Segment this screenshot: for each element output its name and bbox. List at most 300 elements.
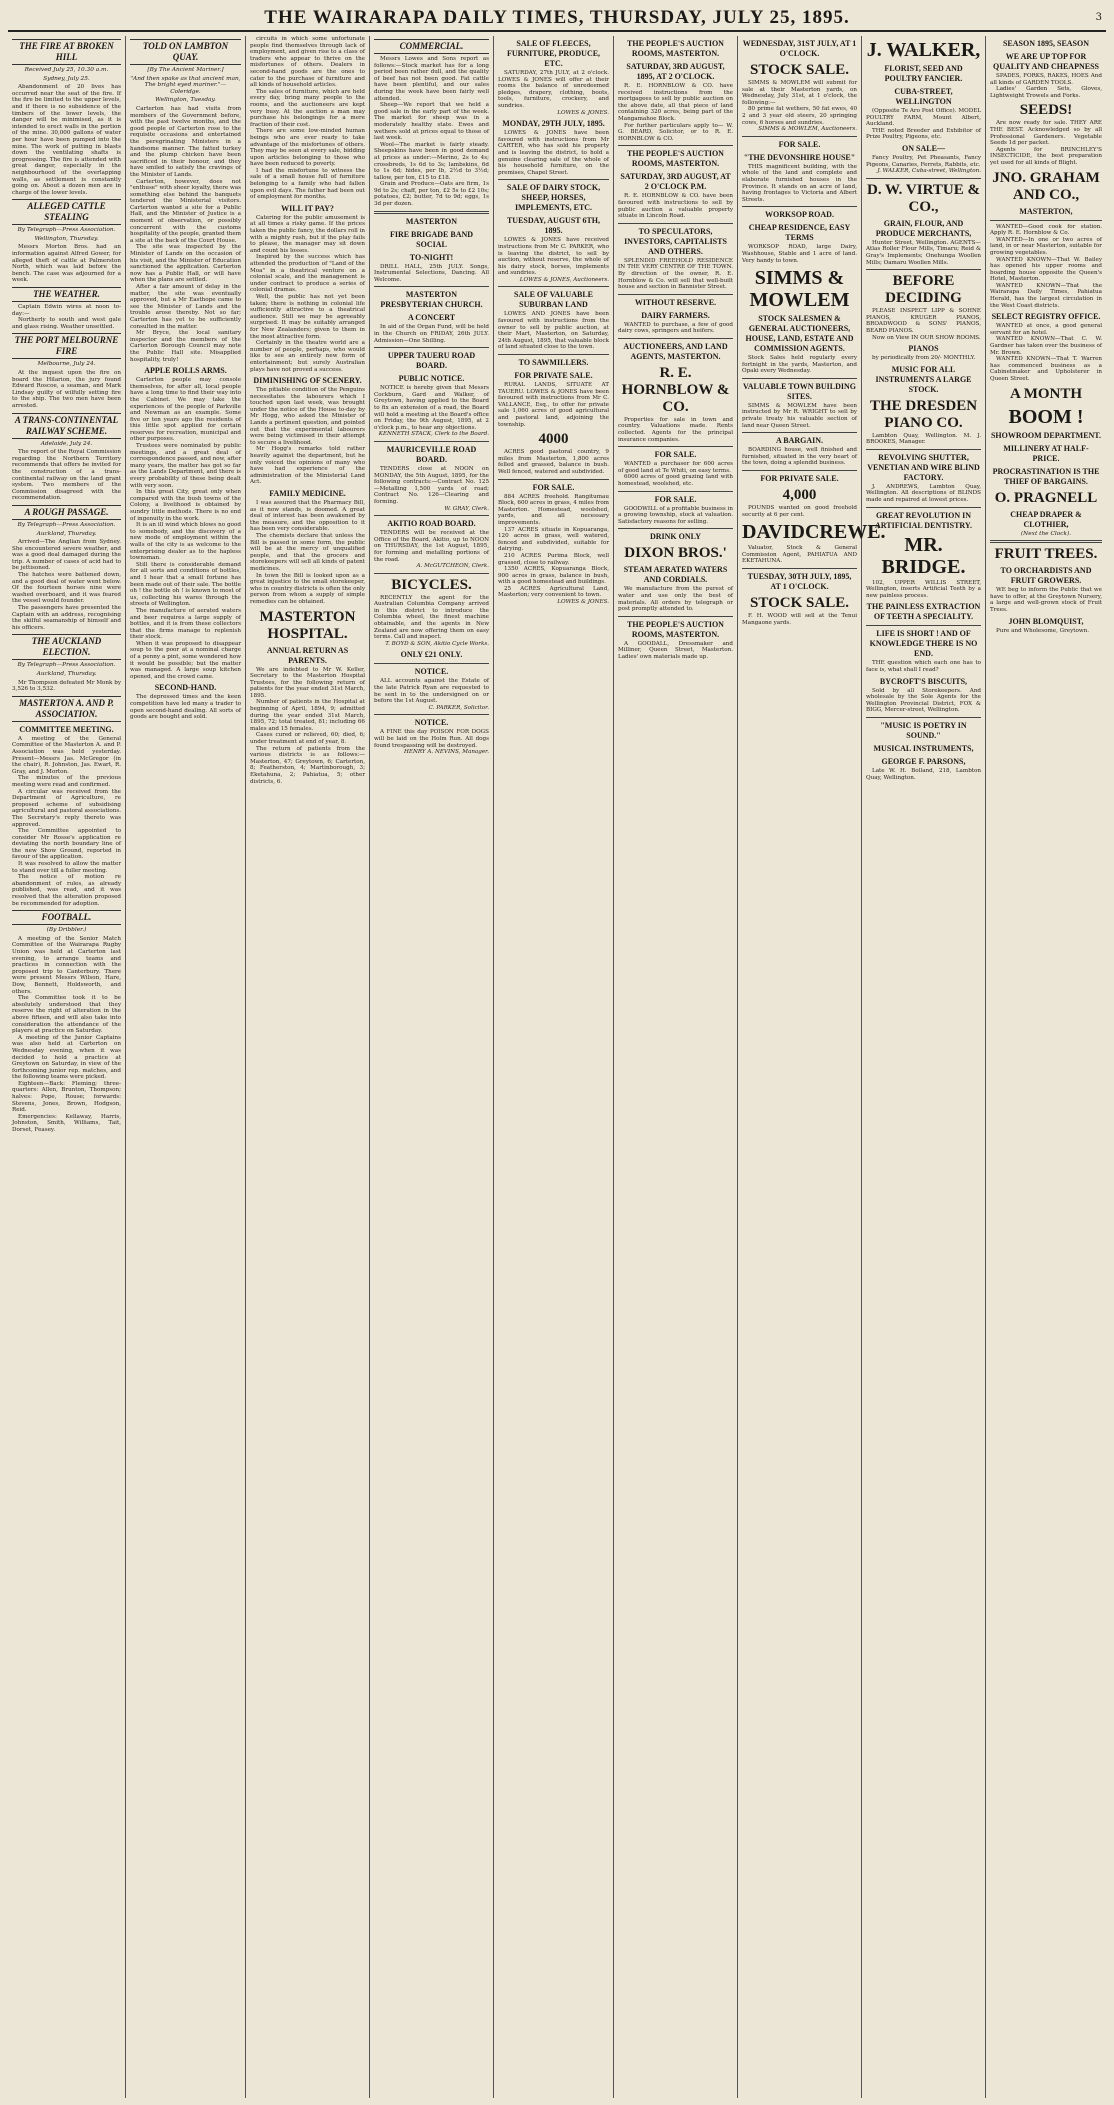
column-rule [618,145,733,146]
paragraph: 25 ACRES Agricultural Land, Masterton; very convenient to town. [498,585,609,599]
display-heading: O. PRAGNELL [994,489,1098,506]
paragraph: A GOODALL, Dressmaker and Milliner, Queen Street, Masterton. Ladies' own materials made up. [618,640,733,660]
section-heading: FAMILY MEDICINE. [269,489,346,498]
signature: HENRY A. NEVINS, Manager. [403,749,489,756]
column-4 [370,36,494,2098]
section-heading: SATURDAY, 3RD AUGUST, AT 2 O'CLOCK P.M. [620,172,731,192]
signature: C. PARKER, Solicitor. [428,704,489,711]
column-rule [618,616,733,617]
paragraph: Carterton, however, does not "enthuse" with sheer loyalty, there was something else behind the banquets tendered the Ministerial visitors. Carterton wanted a site for a Public Hall, and the Minister of Justice is a moment of observation, or possibly concurrent with the customs hospitality of the people, granted them a site at the back of the Court House. [130,178,241,244]
section-heading: SALE OF FLEECES, FURNITURE, PRODUCE, ETC. [506,39,601,68]
paragraph: The pitiable condition of the Penguins necessitates the labourers which I touched upon last week, was brought under the notice of the House to-day by Mr Hogg, who asked the Minister of Lands a pertinent question, and pointed out that the experimental labourers were being victimised in their attempt to secure a livelihood. [250,387,365,446]
paragraph: Now on View IN OUR SHOW ROOMS. [872,334,981,341]
section-heading: DAIRY FARMERS. [641,310,710,320]
column-rule [618,338,733,339]
paragraph: TENDERS will be received at the Office of the Board, Akitio, up to NOON on THURSDAY, the 1st August, 1895, for forming and metalling portions of the road. [374,530,489,563]
paragraph: The depressed times and the keen competition have led many a trader to open second-hand dealing. All sorts of goods are bought and sold. [130,694,241,721]
paragraph: SPLENDID FREEHOLD RESIDENCE IN THE VERY CENTRE OF THE TOWN. By direction of the owner, R. E. Hornblow & Co. will sell that well-built house and section in Bannister Street. [618,257,733,291]
column-rule [742,568,857,569]
dateline: (Next the Clock). [1020,530,1072,537]
section-heading: WILL IT PAY? [281,203,334,213]
dateline: Sydney, July 25. [43,75,90,82]
paragraph: THE noted Breeder and Exhibitor of Prize Poultry, Pigeons, etc. [866,127,981,141]
column-rule [374,515,489,516]
dateline: Wellington, Tuesday. [155,97,216,104]
paragraph: RURAL LANDS, SITUATE AT TAUERU. LOWES & JONES have been favoured with instructions from Mr C. VALLANCE, Esq., to offer for private sale 1,060 acres of good agricultural and pastoral land, adjoining the township. [498,382,609,428]
section-heading: SEASON 1895, SEASON [1002,39,1090,48]
paragraph: Sheep—We report that we held a good sale in the early part of the week. The market for sheep was in a moderately healthy state. Ewes and wethers sold at prices equal to those of last week. [374,102,489,142]
column-rule [374,347,489,348]
paragraph: There are some low-minded human beings who are ever ready to take advantage of the misfortunes of others. They may be seen at every sale, bidding upon articles belonging to those who have been reduced to poverty. [250,128,365,168]
paragraph: 137 ACRES situate in Kopuaranga, 120 acres in grass, well watered, fenced and subdivided, suitable for dairying. [498,526,609,553]
paragraph: 210 ACRES Purima Block, well grassed, close to railway. [498,552,609,566]
paragraph: Well, the public has not yet been taken; there is nothing in colonial life sufficiently attractive to a theatrical audience. Still we may be agreeably surprised. It may be suitably arranged for New Zealanders; given to them in the most attractive form. [250,293,365,340]
section-heading: WEDNESDAY, 31ST JULY, AT 1 O'CLOCK. [742,39,857,58]
column-rule [498,354,609,355]
paragraph: by periodically from 20/- MONTHLY. [872,355,976,362]
signature: T. BOYD & SON, Akitio Cycle Works. [385,640,489,647]
paragraph: A meeting of the Junior Captains was also held at Carterton on Wednesday evening, when it was decided to hold a practice at Greytown on Saturday, in view of the forthcoming junior rep. matches, and the following teams were picked. [12,1034,121,1081]
paragraph: WORKSOP ROAD, large Dairy, Washhouse, Stable and 1 acre of land. Very handy to town. [742,244,857,264]
paragraph: LOWES & JONES have received instructions from Mr C. PARKER, who is leaving the district, to sell by auction, without reserve, the whole of his dairy stock, horses, implements and sundries. [498,237,609,277]
article-headline: A TRANS-CONTINENTAL RAILWAY SCHEME. [12,413,121,439]
section-heading: REVOLVING SHUTTER, VENETIAN AND WIRE BLIND FACTORY. [867,452,980,482]
paragraph: circuits in which some unfortunate people find themselves through lack of employment, and given rise to a class of traders who appear to thrive on the misfortunes of others. Dealers in second-hand goods are the ones to cater to the purchase of furniture and all kinds of household articles. [250,36,365,89]
section-heading: BYCROFT'S BISCUITS, [879,676,968,686]
column-rule [866,625,981,626]
section-heading: A CONCERT [407,313,456,323]
display-heading: 4000 [538,431,569,448]
paragraph: Hunter Street, Wellington. AGENTS— Atlas Roller Flour Mills, Timaru; Reid & Gray's Implements; Onehunga Woollen Mills; Oamaru Woollen Mills. [866,239,981,266]
paragraph: WANTED KNOWN—That W. Bailey has opened his upper rooms and boarding house opposite the Queen's Hotel, Masterton. [990,256,1102,283]
section-heading: WORKSOP ROAD. [765,210,834,220]
section-heading: DRINK ONLY [649,532,702,542]
section-heading: PUBLIC NOTICE. [398,374,465,384]
column-3 [246,36,370,2098]
paragraph: Certainly in the theatre world are a number of people, perhaps, who would like to see an entirely new form of entertainment; but surely Australian plays have not proved a success. [250,340,365,373]
column-rule [374,714,489,715]
section-heading: FOR PRIVATE SALE. [514,371,593,381]
column-rule [990,220,1102,221]
paragraph: THE question which each one has to face is, what shall I read? [866,660,981,674]
section-heading: VALUABLE TOWN BUILDING SITES. [743,381,856,401]
paragraph: GOODWILL of a profitable business in a growing township, stock at valuation. Satisfactory reasons for selling. [618,505,733,525]
paragraph: I had the misfortune to witness the sale of a small house full of furniture belonging to a family who had fallen upon evil days. The father had been out of employment for months. [250,167,365,201]
column-rule [866,717,981,718]
display-heading: SEEDS! [1019,102,1073,119]
paragraph: F. H. WOOD will sell at the Tenui Mangaone yards. [742,613,857,626]
paragraph: Valuator, Stock & General Commission Agent, PAHIATUA AND EKETAHUNA. [742,545,857,565]
paragraph: WANTED KNOWN—That T. Warren has commenced business as a Cabinetmaker and Upholsterer in Queen Street. [990,356,1102,382]
paragraph: LOWES & JONES have been favoured with instructions from Mr CARTER, who has sold his property and is leaving the district, to hold a genuine clearing sale of the whole of his household furniture, on the premises, Chapel Street. [498,130,609,176]
column-rule [374,211,489,214]
section-heading: ONLY £21 ONLY. [400,650,463,660]
paragraph: THIS magnificent building, with the whole of the land and complete and elaborate furnished houses in the Province. It stands on an acre of land, having frontages to Victoria and Albert Streets. [742,163,857,203]
section-heading: TO-NIGHT! [409,252,454,262]
article-headline: FOOTBALL. [12,910,121,925]
signature: LOWES & JONES. [557,109,609,116]
paragraph: Eighteen—Back: Fleming; three-quarters: Allen, Brunton, Thompson; halves: Pope, Rouse; forwards: Stevens, Jones, Brown, Hodgson, Reid. [12,1080,121,1114]
column-rule [498,286,609,287]
paragraph: RECENTLY the agent for the Australian Columbia Company arrived in this district to introduce the Columbia wheel, the finest machine obtainable, and the agents in New Zealand are now offering them on easy terms. Call and inspect. [374,594,489,641]
paragraph: Carterton people may console themselves, for after all, local people have a long time to find their way into the Cabinet. We may take the experiences of the people of Parkville and Newman as an example. Some five or ten years ago the residents of this little spot applied for certain reserves for recreation, municipal and other purposes. [130,377,241,443]
paragraph: We manufacture from the purest of water and use only the best of materials. All orders by telegraph or post promptly attended to. [618,586,733,613]
paragraph: Catering for the public amusement is at all times a risky game. If the prices taken the public fancy, the dollars roll in with a mighty rush, but if the play fails to please, the manager may sit down and count his losses. [250,214,365,254]
paragraph: It is an ill wind which blows no good to somebody, and the discovery of a new mode of employment within the walls of the city is as welcome to the enterprising dealer as to the hapless townsman. [130,522,241,562]
masthead [8,6,1106,32]
column-2 [126,36,246,2098]
paragraph: For further particulars apply to— W. G. BEARD, Solicitor, or to R. E. HORNBLOW & CO. [618,122,733,142]
paragraph: Late W. H. Bolland, 218, Lambton Quay, Wellington. [866,768,981,781]
paragraph: 6000 acres of good grazing land with homestead, woolshed, etc. [618,474,733,488]
paragraph: The Committee took it to be absolutely understood that they reserve the right of alteration in the above fifteen, and will also take into consideration the attendance of the players at practice on Saturday. [12,995,121,1035]
section-heading: FOR SALE. [778,139,821,149]
paragraph: Fancy Poultry, Pet Pheasants, Fancy Pigeons, Canaries, Ferrets, Rabbits, etc. [866,154,981,168]
column-rule [618,528,733,529]
section-heading: CHEAP RESIDENCE, EASY TERMS [748,223,851,243]
section-heading: MASTERTON, [1019,206,1073,216]
paragraph: The notice of motion re abandonment of rules, as already published, was read, and it was resolved that the alteration proposed be recommended for adoption. [12,874,121,907]
paragraph: POUNDS wanted on good freehold security at 6 per cent. [742,505,857,518]
section-heading: NOTICE. [414,718,449,728]
section-heading: GREAT REVOLUTION IN ARTIFICIAL DENTISTRY. [875,510,972,530]
paragraph: Abandonment of 20 lives has occurred near the seat of the fire. If the fire be limited to the upper levels, and if there is no subsidence of the timbers of the lower levels, the danger will be minimised, as it is intended to erect walls in the portion of the mine. 30,000 gallons of water per hour have been pumped into the mine. The work of putting in blasts down the ventilating shafts is progressing. The fire is attended with great danger, especially in the neighbourhood of the overlapping walls, as settlement is constantly going on. About a dozen men are in charge of the lower levels. [12,84,121,196]
paragraph: WANTED—Good cook for station. Apply R. E. Hornblow & Co. [990,223,1102,237]
paragraph: J. ANDREWS, Lambton Quay, Wellington. All descriptions of BLINDS made and repaired at lowest prices. [866,483,981,504]
article-headline: ALLEGED CATTLE STEALING [12,199,121,225]
paragraph: 102, UPPER WILLIS STREET, Wellington, inserts Artificial Teeth by a new painless process. [866,579,981,599]
paragraph: LOWES AND JONES have been favoured with instructions from the owner to sell by public auction, at their Mart, Masterton, on Saturday, 24th August, 1895, that valuable block of land situated close to the town. [498,311,609,351]
paragraph: SIMMS & MOWLEM will submit for sale at their Masterton yards, on Wednesday, July 31st, at 1 o'clock, the following:— [742,80,857,106]
section-heading: "THE DEVONSHIRE HOUSE" [743,152,856,162]
section-heading: MUSIC FOR ALL INSTRUMENTS A LARGE STOCK. [875,364,972,394]
paragraph: I was assured that the Pharmacy Bill, as it now stands, is doomed. A great deal of interest has been awakened by the measure, and the opposition to it has been very considerable. [250,500,365,533]
dateline: Auckland, Thursday. [36,671,97,677]
paragraph: Ladies' Garden Sets, Gloves, Lightweight Trowels and Forks. [990,86,1102,99]
section-heading: STOCK SALESMEN & GENERAL AUCTIONEERS, HOUSE, LAND, ESTATE AND COMMISSION AGENTS. [745,314,854,354]
section-heading: WITHOUT RESERVE. [634,297,717,307]
column-1 [8,36,126,2098]
paragraph: A FINE this day POISON FOR DOGS will be laid on the Holm Run. All dogs found trespassing will be destroyed. [374,729,489,749]
article-headline: A ROUGH PASSAGE. [12,505,121,520]
column-rule [618,491,733,492]
section-heading: CUBA-STREET, WELLINGTON [894,87,953,106]
advertiser-name: MR. BRIDGE. [881,533,966,578]
advertiser-name: DAVIDCREWE. [742,521,886,544]
display-heading: JNO. GRAHAM AND CO., [992,169,1100,203]
paragraph: TENDERS close at NOON on MONDAY, the 5th August, 1895, for the following contracts:—Contract No. 125—Metalling 1,500 yards of road; Contract No. 126—Clearing and forming. [374,465,489,505]
paragraph: At the inquest upon the fire on board the Hilarion, the jury found Edward Roscoe, a seaman, and Mark Lindsay guilty of wilfully setting fire to the ship. The two men have been arrested. [12,370,121,409]
paragraph: The hatches were battened down, and a good deal of water went below. Of the fourteen horses nine were washed overboard, and it was feared the vessel would founder. [12,572,121,605]
paragraph: WE beg to inform the Public that we have to offer, at the Greytown Nursery, a large and well-grown stock of Fruit Trees. [990,587,1102,613]
section-heading: MILLINERY AT HALF-PRICE. [1003,443,1089,463]
advertiser-name: J. WALKER, [866,39,981,61]
column-rule [618,294,733,295]
section-heading: SALE OF VALUABLE SUBURBAN LAND [514,290,593,310]
display-heading: FRUIT TREES. [994,546,1098,563]
section-heading: MASTERTON [405,216,458,226]
paragraph: WANTED at once, a good general servant for an hotel. [990,323,1102,336]
paragraph: Number of patients in the Hospital at beginning of April, 1894, 9; admitted during the year ended 31st March, 1895, 72; total treated, 81; including 66 males and 15 females. [250,699,365,732]
paragraph: Grain and Produce—Oats are firm, 1s 9d to 2s; chaff, per ton, £2 5s to £2 10s; potatoes, £2; butter, 7d to 9d; eggs, 1s 3d per dozen. [374,181,489,208]
paragraph: Emergencies: Kellaway, Harris, Johnston, Smith, Williams, Tait, Dorset, Feasey. [12,1113,121,1134]
display-heading: DIXON BROS.' [624,545,727,562]
signature: J. WALKER, Cuba-street, Wellington. [877,168,981,175]
paragraph: We are indebted to Mr W. Keller, Secretary to the Masterton Hospital Trustees, for the following return of patients for the year ended 31st March, 1895. [250,666,365,699]
column-rule [866,449,981,450]
paragraph: The chemists declare that unless the Bill is passed in some form, the public will be at the mercy of unqualified people, and that the grocers and storekeepers will sell all kinds of patent medicines. [250,532,365,572]
paragraph: The return of patients from the various districts is as follows:—Masterton, 47; Greytown, 6; Carterton, 8; Featherston, 4; Martinborough, 3; Eketahuna, 2; Pahiatua, 5; other districts, 6. [250,745,365,785]
paragraph: Lambton Quay, Wellington. M. J. BROOKES, Manager. [866,432,981,446]
paragraph: Inspired by the success which has attended the production of "Land of the Moa" in a theatrical venture on a colonial scale, and the management is under contract to produce a series of colonial dramas. [250,254,365,294]
section-heading: SALE OF DAIRY STOCK, SHEEP, HORSES, IMPLEMENTS, ETC. [506,183,601,213]
section-heading: PROCRASTINATION IS THE THIEF OF BARGAINS. [992,466,1100,486]
paragraph: Still there is considerable demand for all sorts and conditions of bottles, and I hear that a small fortune has been made out of their sale. The bottle oh ! the bottle oh ! is known to most of us, collecting his wares through the streets of Wellington. [130,561,241,608]
column-rule [374,286,489,287]
paragraph: NOTICE is hereby given that Messrs Cockburn, Gard and Walker, of Greytown, having applied to the Board to fix an extension of a road, the Board will hold a meeting at the Board's office on Friday, the 9th August, 1895, at 2 o'clock p.m., to hear any objections. [374,385,489,431]
column-rule [618,223,733,224]
section-heading: MONDAY, 29TH JULY, 1895. [502,119,605,129]
section-heading: DIMINISHING OF SCENERY. [253,376,362,386]
section-heading: SATURDAY, 3RD AUGUST, 1895, AT 2 O'CLOCK. [626,62,725,81]
paragraph: Agents for BRINCHLEY'S INSECTICIDE, the best preparation yet used for all kinds of Blight. [990,146,1102,166]
section-heading: AKITIO ROAD BOARD. [387,519,476,529]
column-7 [738,36,886,2098]
display-heading: D. W. VIRTUE & CO., [867,181,980,215]
signature: KENNETH STACK, Clerk to the Board. [378,431,489,438]
section-heading: GRAIN, FLOUR, AND PRODUCE MERCHANTS, [875,218,972,238]
display-heading: BEFORE DECIDING [885,273,962,307]
section-heading: SHOWROOM DEPARTMENT. [990,430,1102,440]
paragraph: Properties for sale in town and country. Valuations made. Rents collected. Agents for the principal insurance companies. [618,416,733,443]
column-rule [742,206,857,207]
paragraph: The passengers have presented the Captain with an address, recognising the skilful seamanship of himself and his officers. [12,605,121,631]
signature: SIMMS & MOWLEM, Auctioneers. [758,126,857,133]
section-heading: MAURICEVILLE ROAD BOARD. [386,444,477,464]
dateline: Wellington, Thursday. [34,235,99,242]
dateline: (By Dribbler.) [46,927,87,934]
signature: LOWES & JONES, Auctioneers. [519,276,609,283]
paragraph: The Committee appointed to consider Mr Rosse's application re deviating the north boundary line of the new Show Ground, reported in favour of the application. [12,828,121,861]
display-heading: THE DRESDEN PIANO CO. [869,397,978,431]
dateline: Adelaide, July 24. [40,440,93,447]
section-heading: ON SALE— [902,143,945,153]
section-heading: STEAM AERATED WATERS AND CORDIALS. [623,565,728,585]
section-heading: TO SPECULATORS, INVESTORS, CAPITALISTS AND OTHERS. [624,226,727,256]
column-rule [374,663,489,664]
section-heading: SELECT REGISTRY OFFICE. [991,312,1101,322]
section-heading: THE PEOPLE'S AUCTION ROOMS, MASTERTON. [627,149,724,169]
paragraph: A circular was received from the Department of Agriculture, re proposed scheme of subsidising agricultural and pastoral associations. The Secretary's reply thereto was approved. [12,788,121,828]
section-heading: FOR SALE. [654,450,697,460]
section-heading: TO ORCHARDISTS AND FRUIT GROWERS. [1000,566,1092,586]
column-rule [990,540,1102,543]
paragraph: Mr Hogg's remarks told rather heavily against the department, but he only voiced the opinions of many who have had experience of the administration of the Ministerial Land Act. [250,446,365,486]
paragraph: Arrived—The Anglian from Sydney. She encountered severe weather, and was a good deal damaged during the trip. A number of cases of acid had to be jettisoned. [12,539,121,572]
article-headline: THE FIRE AT BROKEN HILL [12,39,121,65]
paragraph: The minutes of the previous meeting were read and confirmed. [12,775,121,788]
signature: LOWES & JONES. [557,599,609,606]
dateline: Melbourne, July 24. [37,361,96,368]
section-heading: THE PEOPLE'S AUCTION ROOMS, MASTERTON. [627,619,724,639]
paragraph: The site was inspected by the Minister of Lands on the occasion of his visit, and the Minister of Education sanctioned the application. Carterton now has a Public Hall, or will have when the plans are settled. [130,244,241,284]
section-heading: UPPER TAUERU ROAD BOARD. [387,351,476,371]
page-number: 3 [1095,12,1102,23]
section-heading: FLORIST, SEED AND POULTRY FANCIER. [884,64,963,83]
dateline: Received July 25, 10.30 a.m. [24,67,109,73]
paragraph: 80 prime fat wethers, 50 fat ewes, 40 2 and 3 year old steers, 20 springing cows, 6 horses and sundries. [742,106,857,126]
section-heading: JOHN BLOMQUIST, [1008,616,1084,626]
paragraph: Are now ready for sale. THEY ARE THE BEST. Acknowledged so by all Professional Gardeners. Vegetable Seeds 1d per packet. [990,120,1102,147]
paragraph: WANTED a purchaser for 600 acres of good land at Te Whiti, on easy terms. [618,461,733,474]
section-heading: FIRE BRIGADE BAND SOCIAL [389,229,474,249]
column-9 [986,36,1106,2098]
section-heading: MUSICAL INSTRUMENTS, [873,744,974,753]
section-heading: MASTERTON PRESBYTERIAN CHURCH. [380,290,483,310]
section-heading: "MUSIC IS POETRY IN SOUND." [880,721,967,740]
section-heading: FOR SALE. [532,482,575,492]
column-8 [862,36,986,2098]
paragraph: BOARDING house, well finished and furnished, situated in the very heart of the town, doing a splendid business. [742,447,857,467]
paragraph: R. E. HORNBLOW & CO. have received instructions from the mortgagees to sell by public auction on the above date, all that piece of land containing 320 acres, being part of the Mangamahoe Block. [618,83,733,122]
article-headline: THE WEATHER. [12,287,121,302]
section-heading: GEORGE F. PARSONS, [881,757,966,766]
paragraph: In town the Bill is looked upon as a great injustice to the small storekeeper, who in country districts is often the only person from whom a supply of simple remedies can be obtained. [250,572,365,605]
article-headline: THE AUCKLAND ELECTION. [12,634,121,660]
column-rule [618,446,733,447]
paragraph: (Opposite Te Aro Post Office). MODEL POULTRY FARM, Mount Albert, Auckland. [866,108,981,128]
paragraph: 884 ACRES freehold. Rangitumau Block, 600 acres in grass, 4 miles from Masterton. Homestead, woolshed, yards, and all necessary improvements. [498,493,609,526]
paragraph: Cases cured or relieved, 60; died, 6; under treatment at end of year, 8. [250,732,365,746]
paragraph: Mr Thompson defeated Mr Monk by 3,526 to 3,532. [12,679,121,693]
paragraph: In this great City, great only when compared with the bush towns of the Colony, a livelihood is obtained by sundry little methods. There is no end of ingenuity in the work. [130,489,241,522]
column-rule [866,507,981,508]
column-rule [742,470,857,471]
column-rule [866,178,981,179]
paragraph: The manufacture of aerated waters and beer requires a large supply of bottles, and it is from these collectors that the firms manage to replenish their stock. [130,607,241,641]
paragraph: Stock Sales held regularly every fortnight in the yards, Masterton, and Opaki every Wednesday. [742,355,857,375]
paragraph: SATURDAY, 27th JULY, at 2 o'clock. LOWES & JONES will offer at their rooms the balance of unredeemed pledges, drapery, clothing, boots, tools, furniture, crockery, and sundries. [498,70,609,109]
column-rule [498,179,609,180]
advertiser-name: BOOM ! [1008,405,1084,428]
column-rule [866,269,981,270]
article-headline: THE PORT MELBOURNE FIRE [12,333,121,359]
section-heading: SECOND-HAND. [154,683,217,693]
paragraph: In aid of the Organ Fund, will be held in the Church on FRIDAY, 26th JULY. Admission—One Shilling. [374,324,489,344]
column-rule [498,479,609,480]
dateline: By Telegraph—Press Association. [17,227,116,234]
paragraph: A meeting of the Senior Match Committee of the Wairarapa Rugby Union was held at Carterton last evening, to arrange teams and practices in connection with the proposed trip to Canterbury. There were present Messrs Wilson, Hare, Dow, Bennett, Holdsworth, and others. [12,935,121,995]
paragraph: The report of the Royal Commission regarding the Northern Territory recommends that offers be invited for the construction of a trans-continental railway on the land grant system. Two members of the Commission disagreed with the recommendation. [12,449,121,502]
paragraph: PLEASE INSPECT LIPP & SOHNE PIANOS, KRUGER PIANOS, BROADWOOD & SONS' PIANOS, BEARD PIANOS. [866,308,981,334]
display-heading: A MONTH [1009,385,1083,402]
paragraph: A meeting of the General Committee of the Masterton A. and P. Association was held yesterday. Present—Messrs Jas. McGregor (in the chair), R. Johnston, Jas. Ewart, R. Gray, and J. Morton. [12,735,121,775]
section-heading: APPLE ROLLS ARMS. [144,366,227,376]
dateline: By Telegraph—Press Association. [17,521,116,528]
article-headline: TOLD ON LAMBTON QUAY. [130,39,241,65]
column-rule [742,432,857,433]
paragraph: WANTED to purchase, a few of good dairy cows, springers and heifers. [618,321,733,335]
display-heading: STOCK SALE. [750,595,849,611]
display-heading: MASTERTON HOSPITAL. [259,608,356,642]
advertiser-name: SIMMS & MOWLEM [749,267,850,312]
dateline: By Telegraph—Press Association. [17,662,116,669]
section-heading: WE ARE UP TOP FOR QUALITY AND CHEAPNESS [993,52,1099,71]
column-rule [742,378,857,379]
section-heading: FOR PRIVATE SALE. [760,474,839,484]
signature: A. McGUTCHEON, Clerk. [416,563,489,570]
paragraph: After a fair amount of delay in the matter, the site was eventually approved, but a Mr Easthope came to see the Minister of Lands and the trouble arose thereby. Not so far; Carterton has yet to be sufficiently consulted in the matter. [130,284,241,330]
paragraph: Sold by all Storekeepers. And wholesale by the Sole Agents for the Wellington Provincial District, FOX & BIGG, Mercer-street, Wellington. [866,687,981,714]
paragraph: WANTED—In one or two acres of land, in or near Masterton, suitable for growing vegetables. [990,236,1102,256]
dateline: Auckland, Thursday. [36,530,97,537]
section-heading: PIANOS [908,344,939,354]
section-heading: FOR SALE. [654,494,697,504]
display-heading: BICYCLES. [391,576,472,593]
dateline: "And then spake as that ancient man, The bright eyed mariner."—Coleridge. [130,75,241,95]
paragraph: It was resolved to allow the matter to stand over till a fuller meeting. [12,861,121,874]
paragraph: Captain Edwin wires at noon to-day:— [12,304,121,317]
paragraph: ALL accounts against the Estate of the late Patrick Ryan are requested to be sent in to the undersigned on or before the 1st August. [374,678,489,705]
display-heading: 4,000 [782,487,817,504]
paragraph: ACRES good pastoral country, 9 miles from Masterton, 1,800 acres felled and grassed, balance in bush. Well fenced, watered and subdivided. [498,449,609,475]
paragraph: Wool—The market is fairly steady. Sheepskins have been in good demand at prices as under:—Merino, 2s to 4s; crossbreds, 1s 6d to 3s; lambskins, 6d to 1s 6d; hides, per lb, 2½d to 3½d; tallow, per ton, £15 to £18. [374,141,489,181]
column-6 [614,36,738,2098]
paragraph: WANTED KNOWN—That C. W. Gardner has taken over the business of Mr. Brown. [990,336,1102,356]
section-heading: THE PAINLESS EXTRACTION OF TEETH A SPECIALITY. [866,602,981,622]
paragraph: Pure and Wholesome, Greytown. [996,627,1090,634]
paragraph: Trustees were nominated by public meetings, and a great deal of correspondence passed, and now, after many years, the matter has got so far as the Lands Department, and there is every probability of these being dealt with very soon. [130,443,241,489]
section-heading: ANNUAL RETURN AS PARENTS. [266,645,349,665]
dateline: [By The Ancient Mariner.] [147,67,224,73]
paragraph: SPADES, FORKS, RAKES, HOES And all kinds of GARDEN TOOLS. [990,73,1102,86]
paragraph: Messrs Morton Bros. had an information against Alfred Gower, for alleged theft of cattle at Palmerston North, which was laid before the bench. The case was adjourned for a week. [12,244,121,284]
section-heading: NOTICE. [414,667,449,677]
paragraph: Northerly to south and west gale and glass rising. Weather unsettled. [12,317,121,330]
signature: W. GRAY, Clerk. [444,505,489,512]
paragraph: Mr Bryce, the local sanitary inspector and the members of the Carterton Borough Council may note the Public Hall site. Misapplied hospitality, truly! [130,330,241,363]
section-heading: COMMITTEE MEETING. [19,724,114,734]
section-heading: TUESDAY, AUGUST 6TH, 1895. [506,216,601,236]
section-heading: AUCTIONEERS, AND LAND AGENTS, MASTERTON. [623,341,728,361]
paragraph: 1350 ACRES, Kopuaranga Block, 900 acres in grass, balance in bush, with a good homestead and buildings. [498,566,609,586]
paragraph: WANTED KNOWN—That the Wairarapa Daily Times, Pahiatua Herald, has the largest circulation in the West Coast districts. [990,282,1102,309]
display-heading: R. E. HORNBLOW & CO. [621,364,730,415]
paragraph: SIMMS & MOWLEM have been instructed by Mr R. WRIGHT to sell by private treaty his valuable section of land near Queen Street. [742,402,857,429]
paragraph: Messrs Lowes and Sons report as follows:—Stock market has for a long period been rather dull, and the quality of beef has not been good. Fat cattle have been plentiful, and our sales during the week have been fairly well attended. [374,56,489,102]
display-heading: STOCK SALE. [750,62,849,78]
paragraph: R. E. HORNBLOW & CO. have been favoured with instructions to sell by public auction a valuable property situate in Lincoln Road. [618,193,733,220]
section-heading: THE PEOPLE'S AUCTION ROOMS, MASTERTON. [627,39,724,58]
column-rule [742,136,857,137]
columns-container [8,36,1106,2098]
section-heading: LIFE IS SHORT ! AND OF KNOWLEDGE THERE IS NO END. [869,629,978,659]
paragraph: DRILL HALL, 25th JULY. Songs, Instrumental Selections, Dancing. All Welcome. [374,263,489,283]
paragraph: When it was proposed to disappear soup to the poor at a nominal charge of a penny a pint, some wondered how it would be possible; but the matter was managed. A large soup kitchen opened, and the crowd came. [130,640,241,680]
column-rule [374,441,489,442]
section-heading: CHEAP DRAPER & CLOTHIER, [1010,509,1082,529]
section-heading: TUESDAY, 30TH JULY, 1895, AT 1 O'CLOCK. [747,572,852,591]
column-5 [494,36,614,2098]
article-headline: MASTERTON A. AND P. ASSOCIATION. [12,696,121,722]
paragraph: The sales of furniture, which are held every day, bring many people to the rooms, and the auctioneers are kept very busy. At the auction a man may purchase his belongings for a mere fraction of their cost. [250,88,365,128]
paragraph: Carterton has had visits from members of the Government before, with the past twelve months, and the good people of Carterton rose to the requisite occasions and entertained the peregrinating Ministers in a handsome manner. The fatted turkey and the plump chicken have been sacrificed in their honour, and they have smiled to satisfy the cravings of the Minister of Lands. [130,105,241,178]
section-heading: TO SAWMILLERS. [518,358,589,368]
section-heading: A BARGAIN. [775,436,824,446]
newspaper-title: THE WAIRARAPA DAILY TIMES, THURSDAY, JULY 25, 1895. [264,7,850,28]
column-rule [374,573,489,574]
article-headline: COMMERCIAL. [374,39,489,54]
